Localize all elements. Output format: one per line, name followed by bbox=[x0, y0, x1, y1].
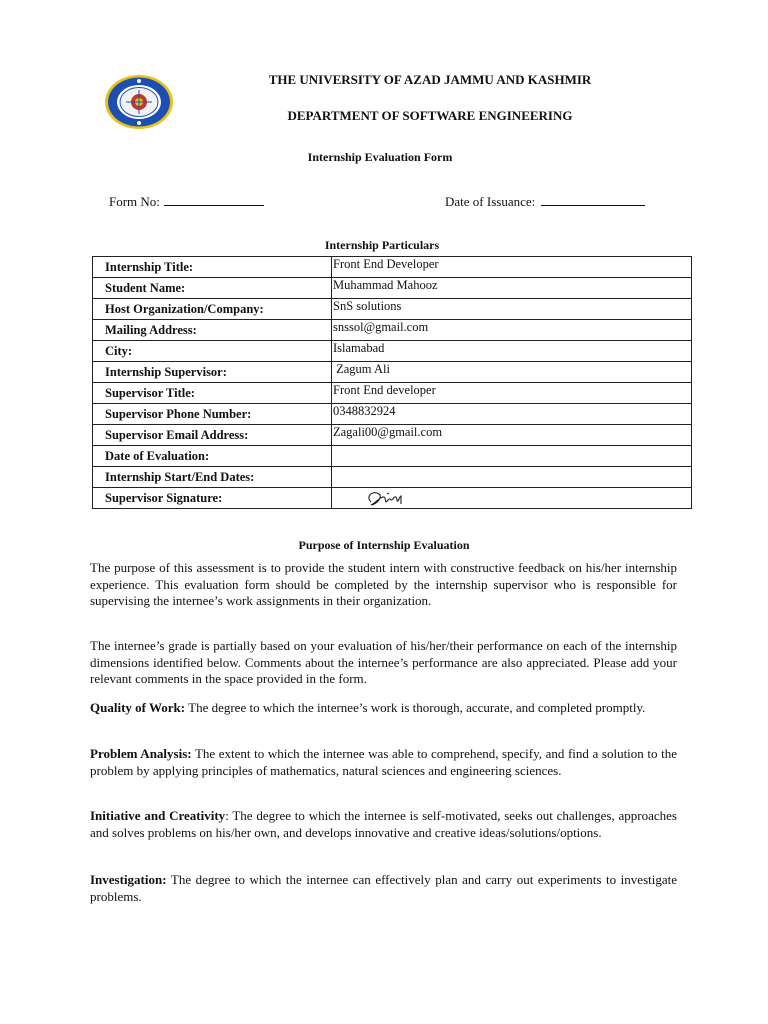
row-value[interactable]: Muhammad Mahooz bbox=[332, 278, 692, 299]
row-label: Supervisor Signature: bbox=[93, 488, 332, 509]
criterion-quality-of-work bbox=[90, 700, 677, 717]
particulars-table bbox=[92, 256, 692, 509]
row-label: Internship Start/End Dates: bbox=[93, 467, 332, 488]
row-value[interactable]: Front End Developer bbox=[332, 257, 692, 278]
table-row bbox=[93, 467, 692, 488]
row-value[interactable] bbox=[332, 446, 692, 467]
row-value[interactable]: Zagum Ali bbox=[332, 362, 692, 383]
criterion-term: Quality of Work: bbox=[90, 700, 186, 715]
row-value[interactable]: snssol@gmail.com bbox=[332, 320, 692, 341]
signature-icon bbox=[363, 488, 423, 508]
criterion-term: Investigation: bbox=[90, 872, 167, 887]
paragraph-text: The purpose of this assessment is to provide the student intern with constructive feedback on his/her internship experience. This evaluation form should be completed by the internship supervisor who is responsible for supervising the internee’s work assignments in their organization. bbox=[90, 560, 677, 608]
row-label: Host Organization/Company: bbox=[93, 299, 332, 320]
date-of-issuance-label: Date of Issuance: bbox=[445, 194, 536, 209]
row-label: Student Name: bbox=[93, 278, 332, 299]
criterion-text: The extent to which the internee was able to comprehend, specify, and find a solution to the problem by applying principles of mathematics, natural sciences and engineering sciences. bbox=[90, 746, 677, 778]
table-row bbox=[93, 362, 692, 383]
row-value[interactable] bbox=[332, 467, 692, 488]
department-name: DEPARTMENT OF SOFTWARE ENGINEERING bbox=[287, 108, 573, 123]
row-label: Supervisor Title: bbox=[93, 383, 332, 404]
criterion-investigation bbox=[90, 872, 677, 905]
date-of-issuance-blank[interactable] bbox=[541, 195, 645, 206]
table-row bbox=[93, 404, 692, 425]
table-row bbox=[93, 257, 692, 278]
particulars-heading: Internship Particulars bbox=[324, 238, 440, 252]
table-row bbox=[93, 425, 692, 446]
signature-cell[interactable] bbox=[332, 488, 692, 509]
row-label: Date of Evaluation: bbox=[93, 446, 332, 467]
table-row bbox=[93, 299, 692, 320]
criterion-text: : The degree to which the internee is self-motivated, seeks out challenges, approaches and solves problems on his/her own, and develops innovative and creative ideas/solutions/options. bbox=[90, 808, 677, 840]
paragraph-text: The internee’s grade is partially based on your evaluation of his/her/their performance on each of the internship dimensions identified below. Comments about the internee’s performance are also appreciated. Please add your relevant comments in the space provided in the form. bbox=[90, 638, 677, 686]
table-row bbox=[93, 488, 692, 509]
table-row bbox=[93, 320, 692, 341]
row-value[interactable]: Zagali00@gmail.com bbox=[332, 425, 692, 446]
table-row bbox=[93, 383, 692, 404]
purpose-paragraph-1 bbox=[90, 560, 677, 610]
row-label: Internship Supervisor: bbox=[93, 362, 332, 383]
criterion-text: The degree to which the internee can effectively plan and carry out experiments to investigate problems. bbox=[90, 872, 677, 904]
table-row bbox=[93, 446, 692, 467]
purpose-paragraph-2 bbox=[90, 638, 677, 688]
table-row bbox=[93, 341, 692, 362]
university-logo-icon bbox=[104, 74, 174, 130]
form-title: Internship Evaluation Form bbox=[307, 150, 453, 164]
purpose-heading: Purpose of Internship Evaluation bbox=[298, 538, 470, 552]
row-label: Internship Title: bbox=[93, 257, 332, 278]
form-no-field[interactable] bbox=[109, 194, 264, 210]
row-label: Supervisor Phone Number: bbox=[93, 404, 332, 425]
row-value[interactable]: Front End developer bbox=[332, 383, 692, 404]
row-value[interactable]: SnS solutions bbox=[332, 299, 692, 320]
criterion-term: Initiative and Creativity bbox=[90, 808, 226, 823]
row-value[interactable]: 0348832924 bbox=[332, 404, 692, 425]
criterion-text: The degree to which the internee’s work is thorough, accurate, and completed promptly. bbox=[185, 700, 646, 715]
criterion-term: Problem Analysis: bbox=[90, 746, 192, 761]
date-of-issuance-field[interactable] bbox=[445, 194, 645, 210]
row-value[interactable]: Islamabad bbox=[332, 341, 692, 362]
form-no-blank[interactable] bbox=[164, 195, 264, 206]
row-label: City: bbox=[93, 341, 332, 362]
form-no-label: Form No: bbox=[109, 194, 160, 209]
table-row bbox=[93, 278, 692, 299]
criterion-problem-analysis bbox=[90, 746, 677, 779]
university-name: THE UNIVERSITY OF AZAD JAMMU AND KASHMIR bbox=[268, 72, 592, 87]
criterion-initiative-creativity bbox=[90, 808, 677, 841]
row-label: Mailing Address: bbox=[93, 320, 332, 341]
row-label: Supervisor Email Address: bbox=[93, 425, 332, 446]
